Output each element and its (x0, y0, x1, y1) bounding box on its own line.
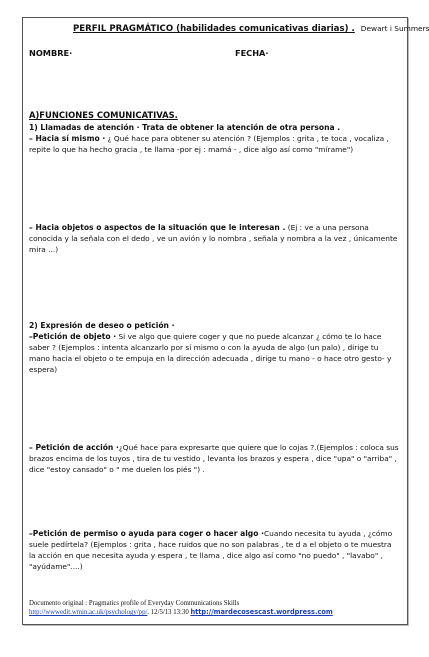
document-footer (29, 599, 409, 617)
item2c-text: Cuando necesita tu ayuda , ¿cómo suele pedírtela? (Ejemplos : grita , hace ruidos que no son palabras , te d a el objeto o te muestra la acción en que necesita ayuda y espera , te llama , dice algo así como "no puedo" , "lavabo" , "ayúdame"....) (29, 529, 393, 571)
item2a-heading: –Petición de objeto · (29, 332, 117, 341)
item2a-text: Si ve algo que quiere coger y que no puede alcanzar ¿ cómo te lo hace saber ? (Ejemplos : intenta alcanzarlo por sí mismo o con la ayuda de algo (un palo) , dirige tu mano hacia el objeto o te empuja en la dirección adecuada , dirige tu mano - o hace otro gesto- y espera) (29, 332, 392, 374)
nombre-field: NOMBRE· (29, 48, 73, 58)
item1-heading: 1) Llamadas de atención · Trata de obtener la atención de otra persona . (29, 123, 341, 132)
item2b-heading: – Petición de acción · (29, 443, 119, 452)
item1b-block (29, 222, 399, 255)
footer-date: . 12/5/13 13:30 (147, 609, 191, 616)
item2b-text: ¿Qué hace para expresarte que quiere que lo cojas ?.(Ejemplos : coloca sus brazos encima de los tuyos , tira de tu vestido , levanta los brazos y espera , dice "upa" o "arriba" , dice "estoy cansado" o " me duelen los piés ") . (29, 443, 399, 474)
fecha-field: FECHA· (235, 48, 269, 58)
item1-sub-text: ¿ Qué hace para obtener su atención ? (Ejemplos : grita , te toca , vocaliza , repite lo que ha hecho gracia , te llama -por ej : mamá - , dice algo así como "mírame") (29, 134, 389, 154)
item1b-text: (Ej : ve a una persona conocida y la señala con el dedo , ve un avión y lo nombra , señala y nombra a la vez , únicamente mira ...) (29, 223, 398, 254)
item2c-block (29, 528, 399, 572)
item1b-heading: – Hacia objetos o aspectos de la situación que le interesan . (29, 223, 286, 232)
footer-url-link[interactable]: http://wwwedit.wmin.ac.uk/psychology/pp/ (29, 609, 148, 616)
document-page (22, 17, 429, 625)
item2-heading: 2) Expresión de deseo o petición · (29, 321, 175, 330)
document-title-row (73, 24, 429, 34)
item2-block (29, 320, 399, 375)
document-title: PERFIL PRAGMÁTICO (habilidades comunicativas diarias) . (73, 24, 355, 34)
document-authors: Dewart i Summers (360, 24, 429, 33)
footer-original: Documento original : Pragmatics profile of Everyday Communications Skills (29, 600, 240, 607)
item1-block (29, 122, 399, 155)
item2b-block (29, 442, 399, 475)
item2c-heading: –Petición de permiso o ayuda para coger o hacer algo · (29, 529, 264, 538)
item1-sub-heading: – Hacia sí mismo · (29, 134, 106, 143)
footer-blog-link[interactable]: http://mardecosescast.wordpress.com (190, 608, 333, 616)
section-a-heading: A)FUNCIONES COMUNICATIVAS. (29, 110, 178, 120)
